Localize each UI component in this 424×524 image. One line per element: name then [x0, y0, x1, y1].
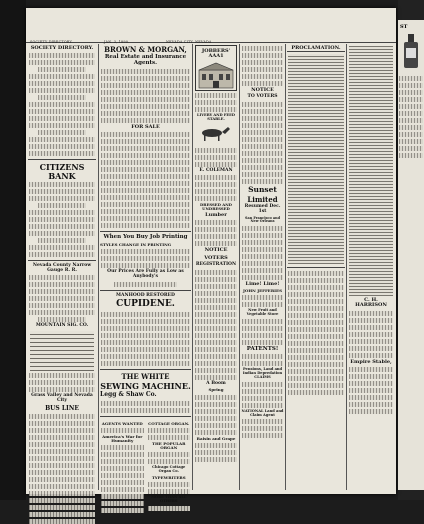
cupidene-heading: CUPIDENE.	[116, 299, 175, 310]
proclamation-text	[288, 54, 344, 264]
column-2	[100, 44, 191, 503]
a-boom-heading: A Boom	[206, 380, 226, 386]
header-place: NEVADA CITY, NEVADA	[166, 40, 212, 44]
header-date: JAN. 3, 1890.	[104, 40, 130, 44]
job-printing-heading: When You Buy Job Printing	[103, 234, 188, 241]
manhood-heading: MANHOOD RESTORED	[116, 292, 175, 298]
to-voters-heading: TO VOTERS	[247, 94, 278, 100]
lime-heading: Lime! Lime!	[245, 280, 280, 287]
citizens-bank-heading: CITIZENS BANK	[39, 162, 85, 181]
spring-heading: Spring	[208, 387, 224, 393]
legg-shaw-heading: Legg & Shaw Co.	[100, 391, 157, 399]
registration-heading: REGISTRATION	[195, 261, 237, 267]
patents-heading: PATENTS!	[246, 345, 279, 352]
page-header	[26, 8, 396, 43]
jefferies-heading: JOHN JEFFERIES	[242, 288, 282, 293]
real-estate-heading: Real Estate and Insurance Agents.	[104, 54, 187, 67]
chicago-organ-heading: Chicago Cottage Organ Co.	[152, 465, 186, 474]
left-book-edge	[0, 0, 26, 500]
lumber-heading: Lumber	[205, 212, 227, 219]
adjacent-page-fragment	[398, 20, 424, 490]
prices-heading: Our Prices Are Fully as Low as Anybody's	[107, 269, 184, 279]
column-1	[28, 44, 96, 490]
column-6	[348, 44, 394, 490]
mountain-heading: MOUNTAIN SIG. CO.	[35, 323, 89, 329]
sunset-heading: Sunset	[248, 184, 277, 194]
adjacent-page-text: ST	[400, 24, 408, 30]
column-5	[287, 44, 345, 490]
coleman-heading: E. COLEMAN	[199, 167, 233, 173]
notice-heading: NOTICE	[204, 247, 228, 254]
header-left: SOCIETY DIRECTORY.	[30, 40, 73, 44]
bus-line-heading: BUS LINE	[45, 404, 79, 412]
limited-heading: Limited	[247, 194, 278, 204]
national-heading: NATIONAL Land and Claim Agent	[241, 408, 284, 417]
san-francisco-heading: San Francisco and New Orleans	[245, 215, 280, 224]
popular-organ-heading: THE POPULAR ORGAN	[152, 440, 186, 451]
column-3	[194, 44, 238, 490]
bottle-illustration	[401, 34, 421, 70]
raisin-grape-heading: Raisin and Grape	[196, 435, 236, 441]
notice-heading-2: NOTICE	[251, 87, 274, 93]
for-sale-heading: FOR SALE	[131, 123, 160, 130]
resumed-heading: Resumed Dec. 1st	[244, 204, 281, 214]
society-directory-heading: SOCIETY DIRECTORY.	[30, 45, 94, 51]
column-rule	[192, 44, 193, 490]
brown-morgan-heading: BROWN & MORGAN,	[104, 45, 187, 54]
horse-illustration	[194, 124, 236, 142]
proclamation-heading: PROCLAMATION.	[287, 46, 345, 52]
sewing-machine-heading: SEWING MACHINE.	[100, 381, 191, 392]
legal-notice-text	[349, 46, 393, 296]
new-fruit-heading: New Fruit and Vegetable Store	[246, 308, 279, 316]
building-illustration	[197, 62, 235, 90]
column-rule	[239, 44, 240, 490]
styles-heading: STYLES CHANGE IN PRINTING	[100, 241, 172, 247]
americas-war-heading: America's War for Humanity	[102, 433, 143, 444]
harrison-heading: C. H. HARRISON	[355, 297, 387, 309]
column-rule	[285, 44, 286, 490]
typewriters-heading: TYPEWRITERS	[151, 474, 186, 480]
grass-valley-heading: Grass Valley and Nevada City	[31, 393, 93, 403]
voters-heading: VOTERS	[204, 254, 228, 261]
agents-wanted-heading: AGENTS WANTED	[101, 420, 143, 426]
livery-heading: LIVERY AND FEED STABLE.	[196, 113, 235, 121]
more-than-all-heading: MORE THAN ALL OTHERS	[151, 494, 187, 503]
dressed-heading: DRESSED AND UNDRESSED	[200, 202, 232, 212]
column-4	[241, 44, 284, 490]
jobbers-heading: JOBBERS' AAA1	[201, 48, 231, 60]
cottage-organ-heading: COTTAGE ORGAN.	[148, 420, 190, 426]
the-white-heading: THE WHITE	[121, 371, 170, 381]
column-rule	[98, 44, 99, 490]
column-rule	[346, 44, 347, 490]
timetable-grid	[30, 331, 94, 371]
empire-stable-heading: Empire Stable,	[350, 358, 392, 365]
newspaper-page	[26, 8, 396, 503]
jobbers-ad	[195, 45, 237, 91]
pensions-heading: Pensions, Land and Indian Depredation CLAIMS	[242, 367, 283, 380]
railway-heading: Nevada County Narrow Gauge R. R.	[32, 263, 92, 273]
